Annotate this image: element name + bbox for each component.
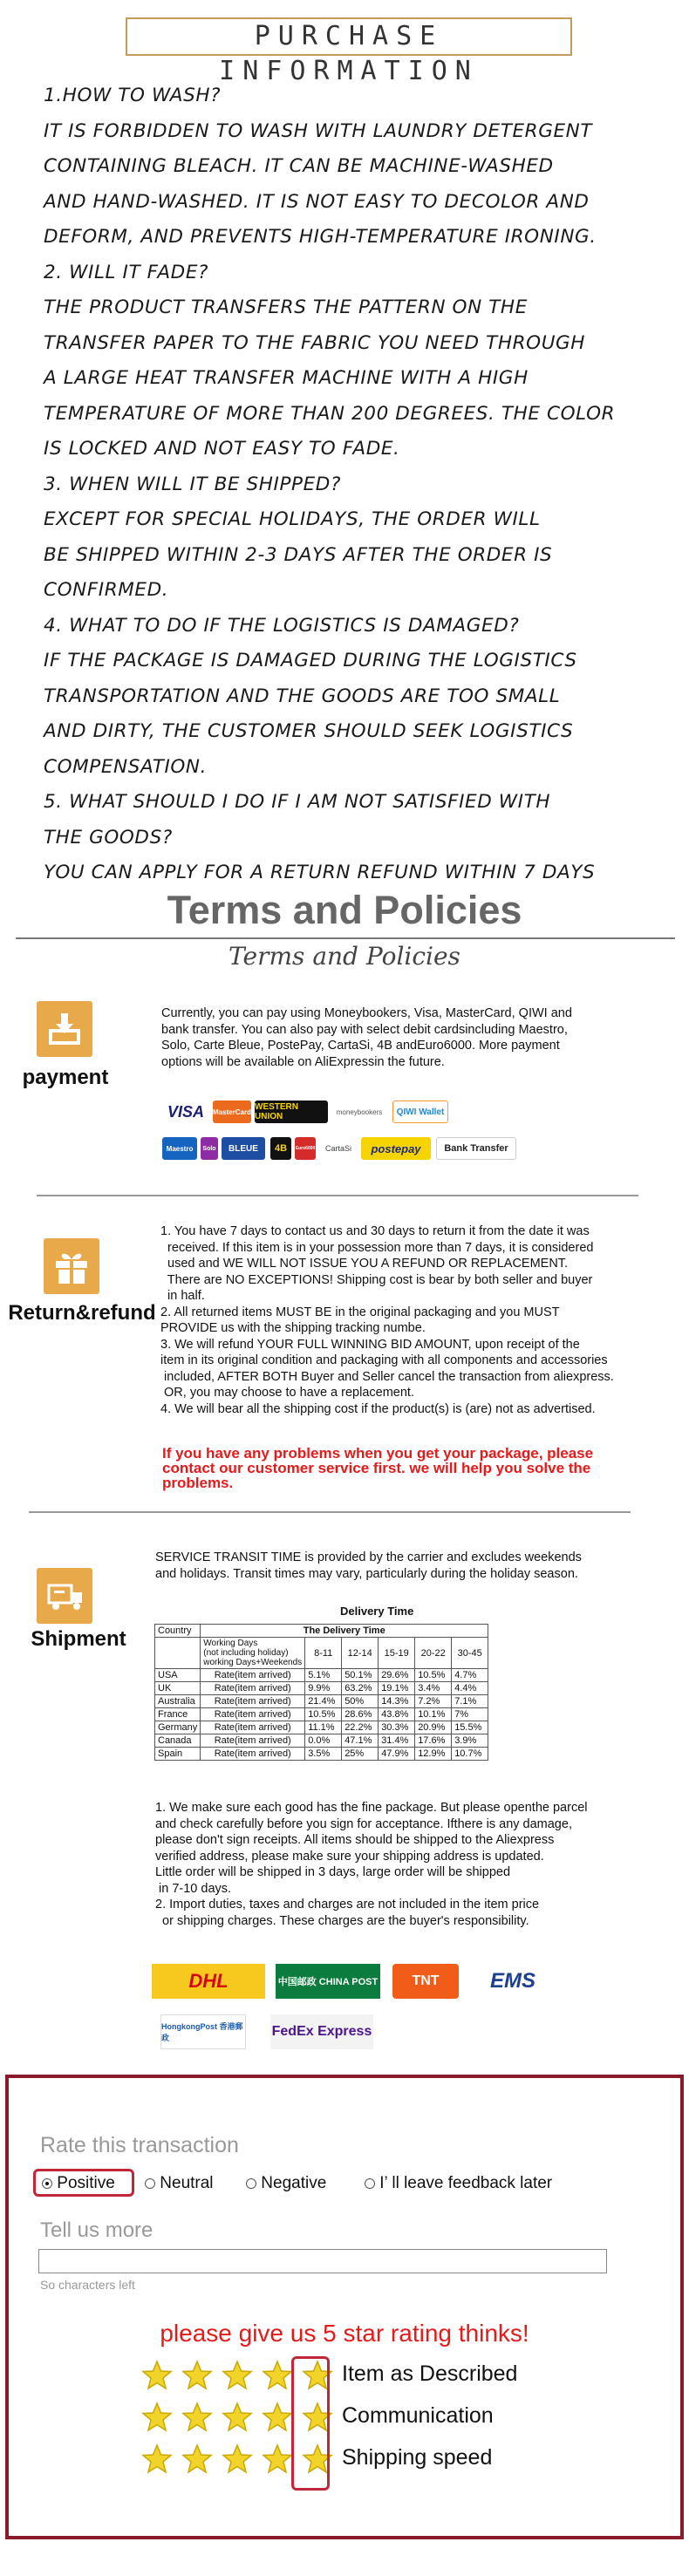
country-cell: Spain (155, 1748, 201, 1761)
rate-value-cell: 15.5% (452, 1721, 488, 1734)
star-ratings (131, 2360, 532, 2492)
rate-value-cell: 20.9% (415, 1721, 452, 1734)
purchase-line: BE SHIPPED WITHIN 2-3 DAYS AFTER THE ORDER IS (44, 543, 553, 566)
rate-value-cell: 4.4% (452, 1682, 488, 1695)
payment-line: Solo, Carte Bleue, PostePay, CartaSi, 4B andEuro6000. More payment (161, 1039, 560, 1053)
payment-line: Currently, you can pay using Moneybookers, Visa, MasterCard, QIWI and (161, 1006, 572, 1020)
payment-logos (159, 1101, 569, 1162)
rate-value-cell: 28.6% (342, 1708, 379, 1721)
rate-value-cell: 10.1% (415, 1708, 452, 1721)
purchase-line: 2. WILL IT FADE? (44, 261, 209, 283)
range-header: 20-22 (415, 1638, 452, 1669)
table-row (155, 1748, 488, 1761)
fedex-logo: FedEx Express (270, 2014, 373, 2049)
purchase-line: 5. WHAT SHOULD I DO IF I AM NOT SATISFIED WITH (44, 791, 551, 813)
rate-label-cell: Rate(item arrived) (201, 1669, 305, 1682)
note-line: Little order will be shipped in 3 days, large order will be shipped (155, 1865, 511, 1879)
note-line: please don't sign receipts. All items should be shipped to the Aliexpress (155, 1833, 555, 1847)
payment-line: options will be available on AliExpressin the future. (161, 1054, 445, 1069)
rate-value-cell: 31.4% (379, 1734, 415, 1748)
payment-text (161, 1005, 615, 1070)
rate-label-cell: Rate(item arrived) (201, 1695, 305, 1708)
rate-value-cell: 17.6% (415, 1734, 452, 1748)
rate-value-cell: 22.2% (342, 1721, 379, 1734)
table-row (155, 1721, 488, 1734)
rate-value-cell: 29.6% (379, 1669, 415, 1682)
intro-line: SERVICE TRANSIT TIME is provided by the carrier and excludes weekends (155, 1550, 582, 1564)
star-icon[interactable] (262, 2443, 293, 2475)
rating-option-positive[interactable]: Positive (42, 2174, 115, 2193)
purchase-line: THE PRODUCT TRANSFERS THE PATTERN ON THE (44, 296, 528, 318)
rate-value-cell: 7% (452, 1708, 488, 1721)
working-days-cell: Working Days (not including holiday) working Days+Weekends (201, 1638, 305, 1669)
star-icon[interactable] (141, 2443, 173, 2475)
return-line: There are NO EXCEPTIONS! Shipping cost is bear by both seller and buyer (160, 1272, 593, 1287)
purchase-line: IF THE PACKAGE IS DAMAGED DURING THE LOGISTICS (44, 650, 577, 671)
note-line: verified address, please make sure your shipping address is updated. (155, 1849, 544, 1864)
feedback-input[interactable] (38, 2249, 607, 2273)
rate-value-cell: 21.4% (305, 1695, 342, 1708)
rate-label-cell: Rate(item arrived) (201, 1708, 305, 1721)
return-line: item in its original condition and packaging with all components and accessories (160, 1353, 608, 1367)
return-line: PROVIDE us with the shipping tracking numbe. (160, 1321, 426, 1335)
country-cell: France (155, 1708, 201, 1721)
star-icon[interactable] (222, 2402, 253, 2433)
rate-label-cell: Rate(item arrived) (201, 1682, 305, 1695)
rate-value-cell: 10.5% (415, 1669, 452, 1682)
terms-title: Terms and Policies (167, 888, 522, 932)
return-line: included, AFTER BOTH Buyer and Seller cancel the transaction from aliexpress. (160, 1369, 614, 1384)
country-cell: Germany (155, 1721, 201, 1734)
purchase-line: IS LOCKED AND NOT EASY TO FADE. (44, 438, 400, 460)
chars-left-text: So characters left (40, 2278, 135, 2292)
visa-logo: VISA (162, 1101, 209, 1123)
delivery-table-title: Delivery Time (340, 1605, 414, 1618)
purchase-line: TRANSFER PAPER TO THE FABRIC YOU NEED THROUGH (44, 331, 586, 354)
rate-value-cell: 3.4% (415, 1682, 452, 1695)
star-icon[interactable] (181, 2443, 213, 2475)
dhl-logo: DHL (152, 1964, 265, 1999)
section-divider (37, 1195, 638, 1196)
return-line: 3. We will refund YOUR FULL WINNING BID AMOUNT, upon receipt of the (160, 1337, 580, 1352)
rate-value-cell: 14.3% (379, 1695, 415, 1708)
rate-value-cell: 10.7% (452, 1748, 488, 1761)
delivery-truck-icon (37, 1568, 92, 1624)
star-icon[interactable] (141, 2360, 173, 2391)
tnt-logo: TNT (392, 1964, 459, 1999)
terms-divider (16, 937, 675, 939)
western-union-logo: WESTERN UNION (255, 1101, 328, 1123)
purchase-line: 3. WHEN WILL IT BE SHIPPED? (44, 473, 341, 495)
star-icon[interactable] (222, 2360, 253, 2391)
purchase-line: CONFIRMED. (44, 579, 169, 601)
purchase-line: AND DIRTY, THE CUSTOMER SHOULD SEEK LOGISTICS (44, 720, 574, 742)
table-header-country: Country (155, 1625, 201, 1638)
purchase-line: 4. WHAT TO DO IF THE LOGISTICS IS DAMAGED? (44, 614, 520, 637)
rating-options (33, 2168, 619, 2199)
country-cell: Canada (155, 1734, 201, 1748)
purchase-line: TRANSPORTATION AND THE GOODS ARE TOO SMALL (44, 685, 561, 707)
five-star-plea: please give us 5 star rating thinks! (160, 2320, 529, 2347)
mastercard-logo: MasterCard (213, 1101, 251, 1123)
rate-value-cell: 30.3% (379, 1721, 415, 1734)
purchase-line: 1.HOW TO WASH? (44, 85, 222, 106)
star-icon[interactable] (262, 2360, 293, 2391)
rating-option-negative[interactable]: Negative (246, 2174, 326, 2193)
rate-title: Rate this transaction (40, 2133, 239, 2157)
terms-subtitle: Terms and Policies (229, 942, 460, 971)
star-icon[interactable] (141, 2402, 173, 2433)
purchase-line: IT IS FORBIDDEN TO WASH WITH LAUNDRY DETERGENT (44, 119, 593, 142)
gift-icon (44, 1238, 99, 1294)
rating-option-later[interactable]: I’ ll leave feedback later (365, 2174, 552, 2193)
rating-option-neutral[interactable]: Neutral (145, 2174, 214, 2193)
purchase-body (44, 78, 663, 891)
rate-value-cell: 11.1% (305, 1721, 342, 1734)
postepay-logo: postepay (361, 1137, 431, 1160)
return-policy-text (160, 1223, 658, 1417)
rate-label-cell: Rate(item arrived) (201, 1748, 305, 1761)
rate-value-cell: 50.1% (342, 1669, 379, 1682)
rate-value-cell: 3.5% (305, 1748, 342, 1761)
purchase-line: YOU CAN APPLY FOR A RETURN REFUND WITHIN 7 DAYS (44, 862, 596, 883)
purchase-line: AND HAND-WASHED. IT IS NOT EASY TO DECOLOR AND (44, 190, 590, 213)
return-warning (162, 1446, 651, 1490)
purchase-line: THE GOODS? (44, 826, 173, 848)
rate-value-cell: 47.9% (379, 1748, 415, 1761)
rate-label-cell: Rate(item arrived) (201, 1734, 305, 1748)
shipment-label: Shipment (31, 1627, 126, 1651)
rate-value-cell: 5.1% (305, 1669, 342, 1682)
rating-row-label: Item as Described (342, 2361, 518, 2386)
table-row (155, 1708, 488, 1721)
return-line: used and WE WILL NOT ISSUE YOU A REFUND OR REPLACEMENT. (160, 1257, 569, 1271)
return-refund-label: Return&refund (8, 1301, 156, 1325)
star-icon[interactable] (222, 2443, 253, 2475)
rate-value-cell: 43.8% (379, 1708, 415, 1721)
purchase-line: TEMPERATURE OF MORE THAN 200 DEGREES. THE COLOR (44, 402, 616, 425)
rate-value-cell: 0.0% (305, 1734, 342, 1748)
star-icon[interactable] (181, 2360, 213, 2391)
return-line: 1. You have 7 days to contact us and 30 days to return it from the date it was (160, 1224, 590, 1238)
purchase-title: PURCHASE INFORMATION (126, 17, 572, 56)
purchase-line: CONTAINING BLEACH. IT CAN BE MACHINE-WASHED (44, 155, 554, 177)
rate-value-cell: 7.1% (452, 1695, 488, 1708)
rate-value-cell: 63.2% (342, 1682, 379, 1695)
country-cell: USA (155, 1669, 201, 1682)
cartasi-logo: CartaSi (321, 1137, 356, 1160)
rating-row-label: Shipping speed (342, 2445, 493, 2470)
solo-logo: Solo (201, 1137, 218, 1160)
country-cell: Australia (155, 1695, 201, 1708)
rate-value-cell: 3.9% (452, 1734, 488, 1748)
rate-value-cell: 50% (342, 1695, 379, 1708)
warning-line: contact our customer service first. we will help you solve the (162, 1460, 591, 1476)
delivery-table (154, 1624, 488, 1761)
section-divider (29, 1511, 631, 1513)
fifth-star-highlight (291, 2356, 330, 2491)
purchase-line: DEFORM, AND PREVENTS HIGH-TEMPERATURE IRONING. (44, 226, 597, 248)
ems-logo: EMS (471, 1964, 555, 1999)
purchase-line: A LARGE HEAT TRANSFER MACHINE WITH A HIGH (44, 367, 529, 389)
shipment-notes (155, 1800, 644, 1929)
carte-bleue-logo: BLEUE (222, 1137, 265, 1160)
purchase-line: COMPENSATION. (44, 755, 208, 778)
warning-line: If you have any problems when you get your package, please (162, 1445, 594, 1462)
intro-line: and holidays. Transit times may vary, particularly during the holiday season. (155, 1566, 578, 1581)
table-row (155, 1734, 488, 1748)
range-header: 12-14 (342, 1638, 379, 1669)
warning-line: problems. (162, 1475, 234, 1491)
table-header-group: The Delivery Time (201, 1625, 488, 1638)
return-line: 2. All returned items MUST BE in the original packaging and you MUST (160, 1305, 560, 1319)
payment-line: bank transfer. You can also pay with select debit cardsincluding Maestro, (161, 1022, 568, 1037)
table-row (155, 1695, 488, 1708)
qiwi-logo: QIWI Wallet (392, 1101, 448, 1123)
rate-value-cell: 9.9% (305, 1682, 342, 1695)
tell-more-label: Tell us more (40, 2218, 153, 2242)
note-line: or shipping charges. These charges are the buyer's responsibility. (155, 1913, 529, 1928)
hongkong-post-logo: HongkongPost 香港郵政 (160, 2014, 246, 2049)
rate-value-cell: 12.9% (415, 1748, 452, 1761)
table-row (155, 1682, 488, 1695)
china-post-logo: 中国邮政 CHINA POST (276, 1964, 380, 1999)
bank-transfer-logo: Bank Transfer (436, 1137, 516, 1160)
download-box-icon (37, 1001, 92, 1057)
shipment-intro (155, 1550, 644, 1582)
return-line: 4. We will bear all the shipping cost if the product(s) is (are) not as advertised. (160, 1401, 596, 1416)
star-icon[interactable] (262, 2402, 293, 2433)
return-line: OR, you may choose to have a replacement. (160, 1386, 414, 1400)
rating-row-label: Communication (342, 2403, 494, 2428)
note-line: and check carefully before you sign for acceptance. Ifthere is any damage, (155, 1816, 572, 1831)
rate-label-cell: Rate(item arrived) (201, 1721, 305, 1734)
rate-value-cell: 10.5% (305, 1708, 342, 1721)
return-line: in half. (160, 1289, 205, 1303)
rate-value-cell: 25% (342, 1748, 379, 1761)
rate-value-cell: 47.1% (342, 1734, 379, 1748)
note-line: in 7-10 days. (155, 1881, 232, 1896)
return-line: received. If this item is in your possession more than 7 days, it is considered (160, 1240, 594, 1255)
table-row (155, 1669, 488, 1682)
range-header: 30-45 (452, 1638, 488, 1669)
maestro-logo: Maestro (162, 1137, 197, 1160)
range-header: 8-11 (305, 1638, 342, 1669)
range-header: 15-19 (379, 1638, 415, 1669)
star-icon[interactable] (181, 2402, 213, 2433)
4b-logo: 4B (270, 1137, 291, 1160)
purchase-line: EXCEPT FOR SPECIAL HOLIDAYS, THE ORDER WILL (44, 508, 541, 530)
country-cell: UK (155, 1682, 201, 1695)
rate-value-cell: 7.2% (415, 1695, 452, 1708)
rate-value-cell: 4.7% (452, 1669, 488, 1682)
rate-value-cell: 19.1% (379, 1682, 415, 1695)
payment-label: payment (22, 1066, 109, 1089)
carrier-logos (148, 1955, 584, 2053)
moneybookers-logo: moneybookers (333, 1101, 385, 1123)
euro6000-logo: Euro6000 (295, 1137, 316, 1160)
note-line: 1. We make sure each good has the fine package. But please openthe parcel (155, 1801, 588, 1815)
note-line: 2. Import duties, taxes and charges are not included in the item price (155, 1898, 540, 1912)
